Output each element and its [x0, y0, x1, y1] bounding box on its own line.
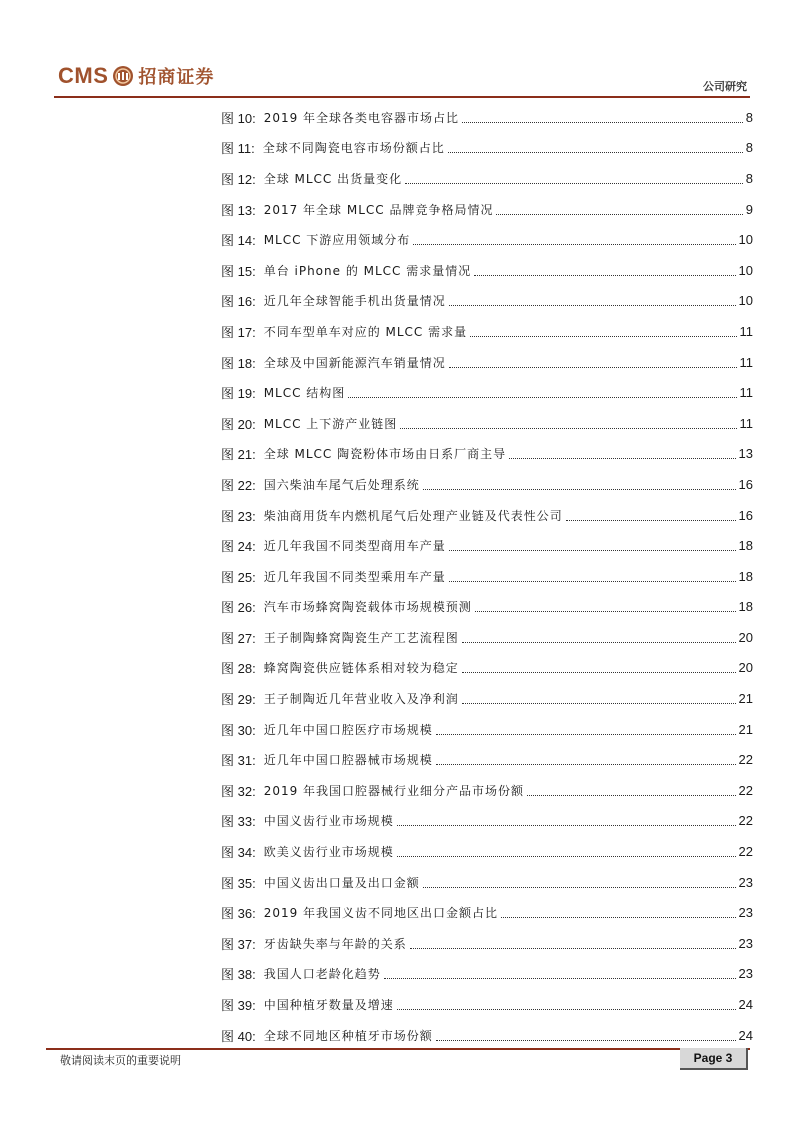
toc-entry[interactable] — [221, 653, 753, 684]
toc-entry[interactable] — [221, 194, 753, 225]
toc-entry-number: 图 40: — [221, 1028, 256, 1044]
toc-entry-page[interactable]: 11 — [739, 385, 753, 401]
toc-entry-number: 图 24: — [221, 539, 256, 555]
toc-entry[interactable] — [221, 102, 753, 133]
toc-entry[interactable] — [221, 744, 753, 775]
toc-entry-title[interactable]: 国六柴油车尾气后处理系统 — [263, 477, 420, 492]
toc-entry[interactable] — [221, 959, 753, 990]
toc-entry-page[interactable]: 20 — [738, 660, 753, 676]
toc-entry[interactable] — [221, 775, 753, 806]
toc-entry-page[interactable]: 18 — [738, 568, 753, 584]
toc-dot-leader — [449, 367, 737, 368]
toc-entry[interactable] — [221, 806, 753, 837]
toc-entry-number: 图 27: — [221, 630, 256, 646]
section-label: 公司研究 — [703, 80, 747, 93]
toc-entry-title[interactable]: 全球不同陶瓷电容市场份额占比 — [262, 141, 445, 156]
toc-entry-title[interactable]: 近几年我国不同类型乘用车产量 — [263, 569, 446, 584]
toc-entry-page[interactable]: 18 — [738, 599, 753, 615]
toc-entry-page[interactable]: 10 — [738, 293, 753, 309]
toc-entry-page[interactable]: 22 — [738, 782, 753, 798]
toc-entry-page[interactable]: 22 — [738, 752, 753, 768]
toc-entry-title[interactable]: 2019 年我国口腔器械行业细分产品市场份额 — [263, 783, 525, 798]
toc-dot-leader — [413, 244, 735, 245]
toc-entry-number: 图 28: — [221, 661, 256, 677]
toc-entry[interactable] — [221, 989, 753, 1020]
toc-entry-number: 图 13: — [221, 202, 256, 218]
toc-dot-leader — [475, 611, 736, 612]
toc-entry[interactable] — [221, 714, 753, 745]
toc-entry-page[interactable]: 16 — [738, 476, 753, 492]
toc-entry-number: 图 33: — [221, 814, 256, 830]
toc-dot-leader — [448, 152, 743, 153]
toc-entry-title[interactable]: 蜂窝陶瓷供应链体系相对较为稳定 — [263, 661, 459, 676]
toc-dot-leader — [470, 336, 736, 337]
toc-entry-page[interactable]: 22 — [738, 844, 753, 860]
toc-dot-leader — [348, 397, 736, 398]
toc-entry-page[interactable]: 11 — [739, 323, 753, 339]
toc-dot-leader — [397, 856, 736, 857]
toc-dot-leader — [527, 795, 735, 796]
toc-entry-title[interactable]: MLCC 上下游产业链图 — [263, 416, 398, 431]
toc-dot-leader — [436, 734, 736, 735]
toc-dot-leader — [423, 887, 736, 888]
toc-entry-page[interactable]: 8 — [745, 109, 753, 125]
toc-entry[interactable] — [221, 224, 753, 255]
toc-dot-leader — [462, 672, 736, 673]
toc-entry-title[interactable]: 2017 年全球 MLCC 品牌竞争格局情况 — [263, 202, 494, 217]
toc-entry-page[interactable]: 10 — [738, 232, 753, 248]
toc-entry[interactable] — [221, 133, 753, 164]
toc-entry-page[interactable]: 21 — [738, 721, 753, 737]
toc-entry[interactable] — [221, 592, 753, 623]
toc-entry-number: 图 29: — [221, 692, 256, 708]
toc-entry-title[interactable]: 单台 iPhone 的 MLCC 需求量情况 — [263, 263, 472, 278]
header-divider — [54, 96, 750, 98]
toc-entry-number: 图 21: — [221, 447, 256, 463]
toc-dot-leader — [462, 703, 736, 704]
figure-index — [221, 102, 753, 1050]
toc-entry-title[interactable]: 不同车型单车对应的 MLCC 需求量 — [263, 324, 468, 339]
toc-entry-number: 图 35: — [221, 875, 256, 891]
toc-entry-page[interactable]: 22 — [738, 813, 753, 829]
toc-entry-title[interactable]: 柴油商用货车内燃机尾气后处理产业链及代表性公司 — [263, 508, 563, 523]
toc-entry[interactable] — [221, 377, 753, 408]
footer-disclaimer: 敬请阅读末页的重要说明 — [60, 1054, 181, 1067]
toc-entry[interactable] — [221, 408, 753, 439]
toc-entry-page[interactable]: 23 — [738, 874, 753, 890]
toc-entry-number: 图 37: — [221, 936, 256, 952]
toc-entry-title[interactable]: 汽车市场蜂窝陶瓷载体市场规模预测 — [263, 600, 472, 615]
toc-entry[interactable] — [221, 836, 753, 867]
toc-dot-leader — [449, 550, 736, 551]
toc-entry-page[interactable]: 16 — [738, 507, 753, 523]
toc-entry[interactable] — [221, 897, 753, 928]
toc-entry-number: 图 34: — [221, 845, 256, 861]
toc-entry-page[interactable]: 8 — [745, 170, 753, 186]
toc-entry-number: 图 11: — [221, 141, 255, 157]
toc-entry-page[interactable]: 21 — [738, 691, 753, 707]
toc-entry-page[interactable]: 20 — [738, 629, 753, 645]
toc-entry-title[interactable]: 近几年中国口腔器械市场规模 — [263, 753, 433, 768]
toc-dot-leader — [509, 458, 735, 459]
toc-entry-title[interactable]: 中国种植牙数量及增速 — [263, 998, 394, 1013]
toc-entry-title[interactable]: 全球 MLCC 陶瓷粉体市场由日系厂商主导 — [263, 447, 507, 462]
page-number-badge: Page 3 — [680, 1048, 748, 1070]
logo-chinese: 招商证券 — [138, 67, 215, 88]
toc-entry[interactable] — [221, 622, 753, 653]
toc-entry[interactable] — [221, 439, 753, 470]
toc-entry-page[interactable]: 8 — [745, 140, 753, 156]
toc-entry[interactable] — [221, 163, 753, 194]
toc-entry-number: 图 19: — [221, 386, 256, 402]
toc-dot-leader — [405, 183, 743, 184]
toc-entry-number: 图 20: — [221, 416, 256, 432]
toc-entry-page[interactable]: 13 — [738, 446, 753, 462]
toc-entry[interactable] — [221, 1020, 753, 1051]
toc-entry-number: 图 15: — [221, 263, 256, 279]
toc-dot-leader — [566, 520, 736, 521]
toc-entry[interactable] — [221, 683, 753, 714]
cms-logo — [58, 62, 214, 90]
toc-entry-title[interactable]: 全球不同地区种植牙市场份额 — [263, 1028, 433, 1043]
toc-entry-page[interactable]: 23 — [738, 966, 753, 982]
toc-entry-title[interactable]: MLCC 结构图 — [263, 386, 346, 401]
toc-entry-page[interactable]: 9 — [745, 201, 753, 217]
toc-entry-title[interactable]: 中国义齿出口量及出口金额 — [263, 875, 420, 890]
logo-latin: CMS — [58, 63, 109, 88]
toc-entry-title[interactable]: MLCC 下游应用领域分布 — [263, 233, 411, 248]
footer-divider — [46, 1048, 750, 1050]
toc-entry[interactable] — [221, 469, 753, 500]
toc-entry[interactable] — [221, 500, 753, 531]
toc-dot-leader — [501, 917, 735, 918]
toc-dot-leader — [462, 642, 736, 643]
toc-entry-number: 图 12: — [221, 171, 256, 187]
toc-dot-leader — [423, 489, 736, 490]
toc-entry-number: 图 39: — [221, 998, 256, 1014]
toc-entry-number: 图 38: — [221, 967, 256, 983]
toc-entry-title[interactable]: 我国人口老龄化趋势 — [263, 967, 381, 982]
toc-entry[interactable] — [221, 347, 753, 378]
toc-entry-number: 图 23: — [221, 508, 256, 524]
toc-entry-title[interactable]: 2019 年全球各类电容器市场占比 — [263, 110, 460, 125]
toc-entry-title[interactable]: 王子制陶蜂窝陶瓷生产工艺流程图 — [263, 630, 459, 645]
toc-entry-number: 图 36: — [221, 906, 256, 922]
toc-entry-number: 图 14: — [221, 233, 256, 249]
toc-dot-leader — [474, 275, 735, 276]
toc-entry-title[interactable]: 近几年全球智能手机出货量情况 — [263, 294, 446, 309]
toc-dot-leader — [397, 1009, 736, 1010]
toc-entry-page[interactable]: 10 — [738, 262, 753, 278]
toc-entry-number: 图 10: — [221, 110, 256, 126]
toc-dot-leader — [449, 581, 736, 582]
toc-entry[interactable] — [221, 561, 753, 592]
toc-entry-title[interactable]: 欧美义齿行业市场规模 — [263, 845, 394, 860]
toc-entry-page[interactable]: 11 — [739, 415, 753, 431]
toc-dot-leader — [436, 764, 736, 765]
toc-entry[interactable] — [221, 255, 753, 286]
toc-dot-leader — [462, 122, 743, 123]
toc-entry[interactable] — [221, 286, 753, 317]
toc-entry-title[interactable]: 牙齿缺失率与年龄的关系 — [263, 936, 407, 951]
toc-entry-page[interactable]: 18 — [738, 538, 753, 554]
toc-entry[interactable] — [221, 867, 753, 898]
toc-entry-page[interactable]: 23 — [738, 935, 753, 951]
toc-dot-leader — [496, 214, 742, 215]
toc-entry[interactable] — [221, 530, 753, 561]
toc-dot-leader — [397, 825, 736, 826]
toc-entry-number: 图 30: — [221, 722, 256, 738]
logo-emblem-icon — [112, 65, 134, 87]
toc-entry-number: 图 32: — [221, 783, 256, 799]
toc-entry-title[interactable]: 中国义齿行业市场规模 — [263, 814, 394, 829]
toc-entry[interactable] — [221, 316, 753, 347]
toc-entry-number: 图 22: — [221, 477, 256, 493]
toc-entry-number: 图 31: — [221, 753, 256, 769]
toc-entry-number: 图 26: — [221, 600, 256, 616]
toc-dot-leader — [384, 978, 736, 979]
toc-entry-number: 图 16: — [221, 294, 256, 310]
toc-dot-leader — [400, 428, 736, 429]
toc-entry-page[interactable]: 24 — [738, 1027, 753, 1043]
toc-dot-leader — [449, 305, 736, 306]
toc-entry-title[interactable]: 2019 年我国义齿不同地区出口金额占比 — [263, 906, 499, 921]
toc-entry[interactable] — [221, 928, 753, 959]
toc-entry-title[interactable]: 近几年我国不同类型商用车产量 — [263, 539, 446, 554]
toc-dot-leader — [410, 948, 736, 949]
toc-entry-title[interactable]: 王子制陶近几年营业收入及净利润 — [263, 692, 459, 707]
toc-entry-number: 图 25: — [221, 569, 256, 585]
toc-entry-number: 图 17: — [221, 324, 256, 340]
toc-entry-title[interactable]: 全球及中国新能源汽车销量情况 — [263, 355, 446, 370]
toc-entry-title[interactable]: 近几年中国口腔医疗市场规模 — [263, 722, 433, 737]
toc-entry-page[interactable]: 24 — [738, 997, 753, 1013]
toc-dot-leader — [436, 1040, 736, 1041]
toc-entry-number: 图 18: — [221, 355, 256, 371]
toc-entry-page[interactable]: 23 — [738, 905, 753, 921]
toc-entry-page[interactable]: 11 — [739, 354, 753, 370]
toc-entry-title[interactable]: 全球 MLCC 出货量变化 — [263, 171, 403, 186]
